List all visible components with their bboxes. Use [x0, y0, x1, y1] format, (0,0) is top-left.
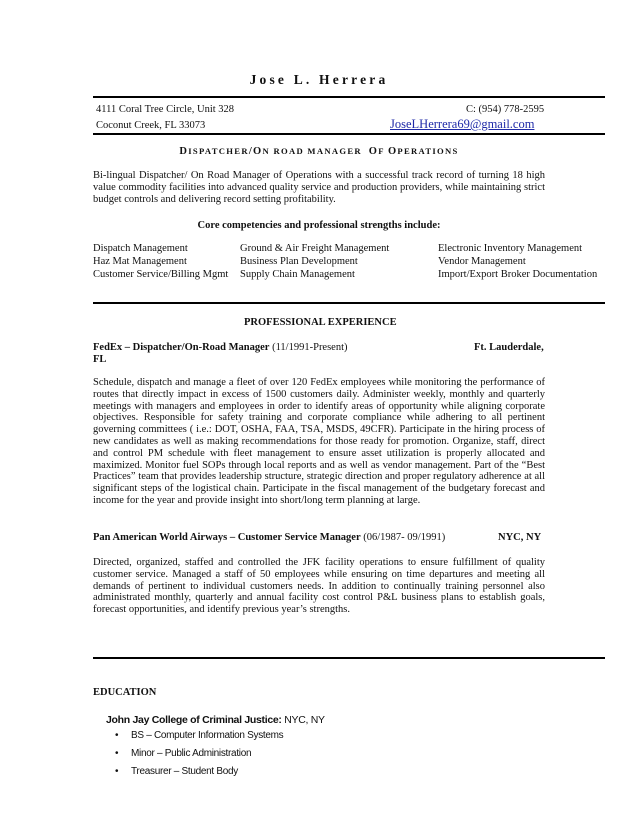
competency-item: Electronic Inventory Management [438, 243, 583, 254]
list-item: • Minor – Public Administration [115, 748, 252, 759]
competencies-column-2 [240, 242, 389, 281]
education-school [106, 714, 325, 726]
competency-item: Ground & Air Freight Management [240, 243, 390, 254]
job-1-title: FedEx – Dispatcher/On-Road Manager [93, 342, 270, 353]
job-2-header [93, 531, 445, 544]
summary-paragraph: Bi-lingual Dispatcher/ On Road Manager of Operations with a successful track record of turning 18 high value commodity facilities into advanced quality service and production providers, while maintaining strict budget controls and delivering record setting profitability. [93, 170, 545, 205]
competency-item: Vendor Management [438, 256, 526, 267]
experience-heading: PROFESSIONAL EXPERIENCE [244, 317, 397, 328]
education-heading: EDUCATION [93, 687, 157, 698]
competencies-heading: Core competencies and professional strengths include: [197, 220, 441, 231]
job-1-location-state: FL [93, 354, 107, 365]
education-list [115, 730, 283, 784]
school-location: NYC, NY [281, 714, 325, 726]
job-1-location: Ft. Lauderdale, [474, 342, 544, 353]
phone-number: C: (954) 778-2595 [466, 104, 545, 115]
job-2-dates: (06/1987- 09/1991) [360, 532, 446, 543]
header-bottom-rule [93, 133, 605, 135]
competency-item: Haz Mat Management [93, 256, 187, 267]
job-2-title: Pan American World Airways – Customer Service Manager [93, 532, 361, 543]
competency-item: Supply Chain Management [240, 269, 355, 280]
job-1-dates: (11/1991-Present) [269, 342, 348, 353]
bullet-icon: • [115, 730, 119, 741]
job-2-description: Directed, organized, staffed and controlled the JFK facility operations to ensure fulfillment of quality customer service. Managed a staff of 50 employees while ensuring on time departures and meeting all demands of pertinent to individual customers needs. In addition to continually training personnel also administrated monthly, quarterly and annual facility cost control P&L business plans to establish goals, forecast opportunities, and identify previous year’s strengths. [93, 557, 545, 616]
bullet-icon: • [115, 748, 119, 759]
section-divider [93, 302, 605, 304]
header-top-rule [93, 96, 605, 98]
bullet-icon: • [115, 766, 119, 777]
job-title: DISPATCHER/ON ROAD MANAGER OF OPERATIONS [179, 146, 459, 157]
competency-item: Dispatch Management [93, 243, 188, 254]
job-1-header [93, 341, 348, 354]
competency-item: Business Plan Development [240, 256, 358, 267]
job-2-location: NYC, NY [498, 532, 542, 543]
email-link[interactable]: JoseLHerrera69@gmail.com [390, 117, 535, 131]
job-1-description: Schedule, dispatch and manage a fleet of over 120 FedEx employees while monitoring the performance of routes that directly impact in excess of 1500 customers daily. Administer weekly, monthly and quarterly meetings with managers and employees in order to identify areas of opportunity while aligning corporate objectives. Responsible for safety training and corporate compliance while adhering to all pertinent governing committees ( i.e.: DOT, OSHA, FAA, TSA, MSDS, 49CFR). Participate in the hiring process of new candidates as well as making recommendations for those ready for promotion. Organize, staff, direct and control PM schedule with fleet management to ensure asset utilization is properly allocated and maximized. Monitor fuel SOPs through local reports and as well as vendor management. Part of the “Best Practices” team that provides leadership structure, strategic direction and proper regulatory adherence at all significant steps of the logistical chain. Participate in the fiscal management of the budgetary forecast and income for the year and provide insight into short/long term planning at large. [93, 377, 545, 506]
candidate-name: Jose L. Herrera [249, 72, 389, 87]
list-item: • BS – Computer Information Systems [115, 730, 284, 741]
section-divider [93, 657, 605, 659]
address-line-1: 4111 Coral Tree Circle, Unit 328 [96, 104, 235, 115]
competency-item: Customer Service/Billing Mgmt [93, 269, 229, 280]
address-line-2: Coconut Creek, FL 33073 [96, 120, 206, 131]
school-name: John Jay College of Criminal Justice: [106, 714, 282, 726]
competencies-column-1 [93, 242, 228, 281]
competency-item: Import/Export Broker Documentation [438, 269, 598, 280]
list-item: • Treasurer – Student Body [115, 766, 238, 777]
competencies-column-3 [438, 242, 597, 281]
